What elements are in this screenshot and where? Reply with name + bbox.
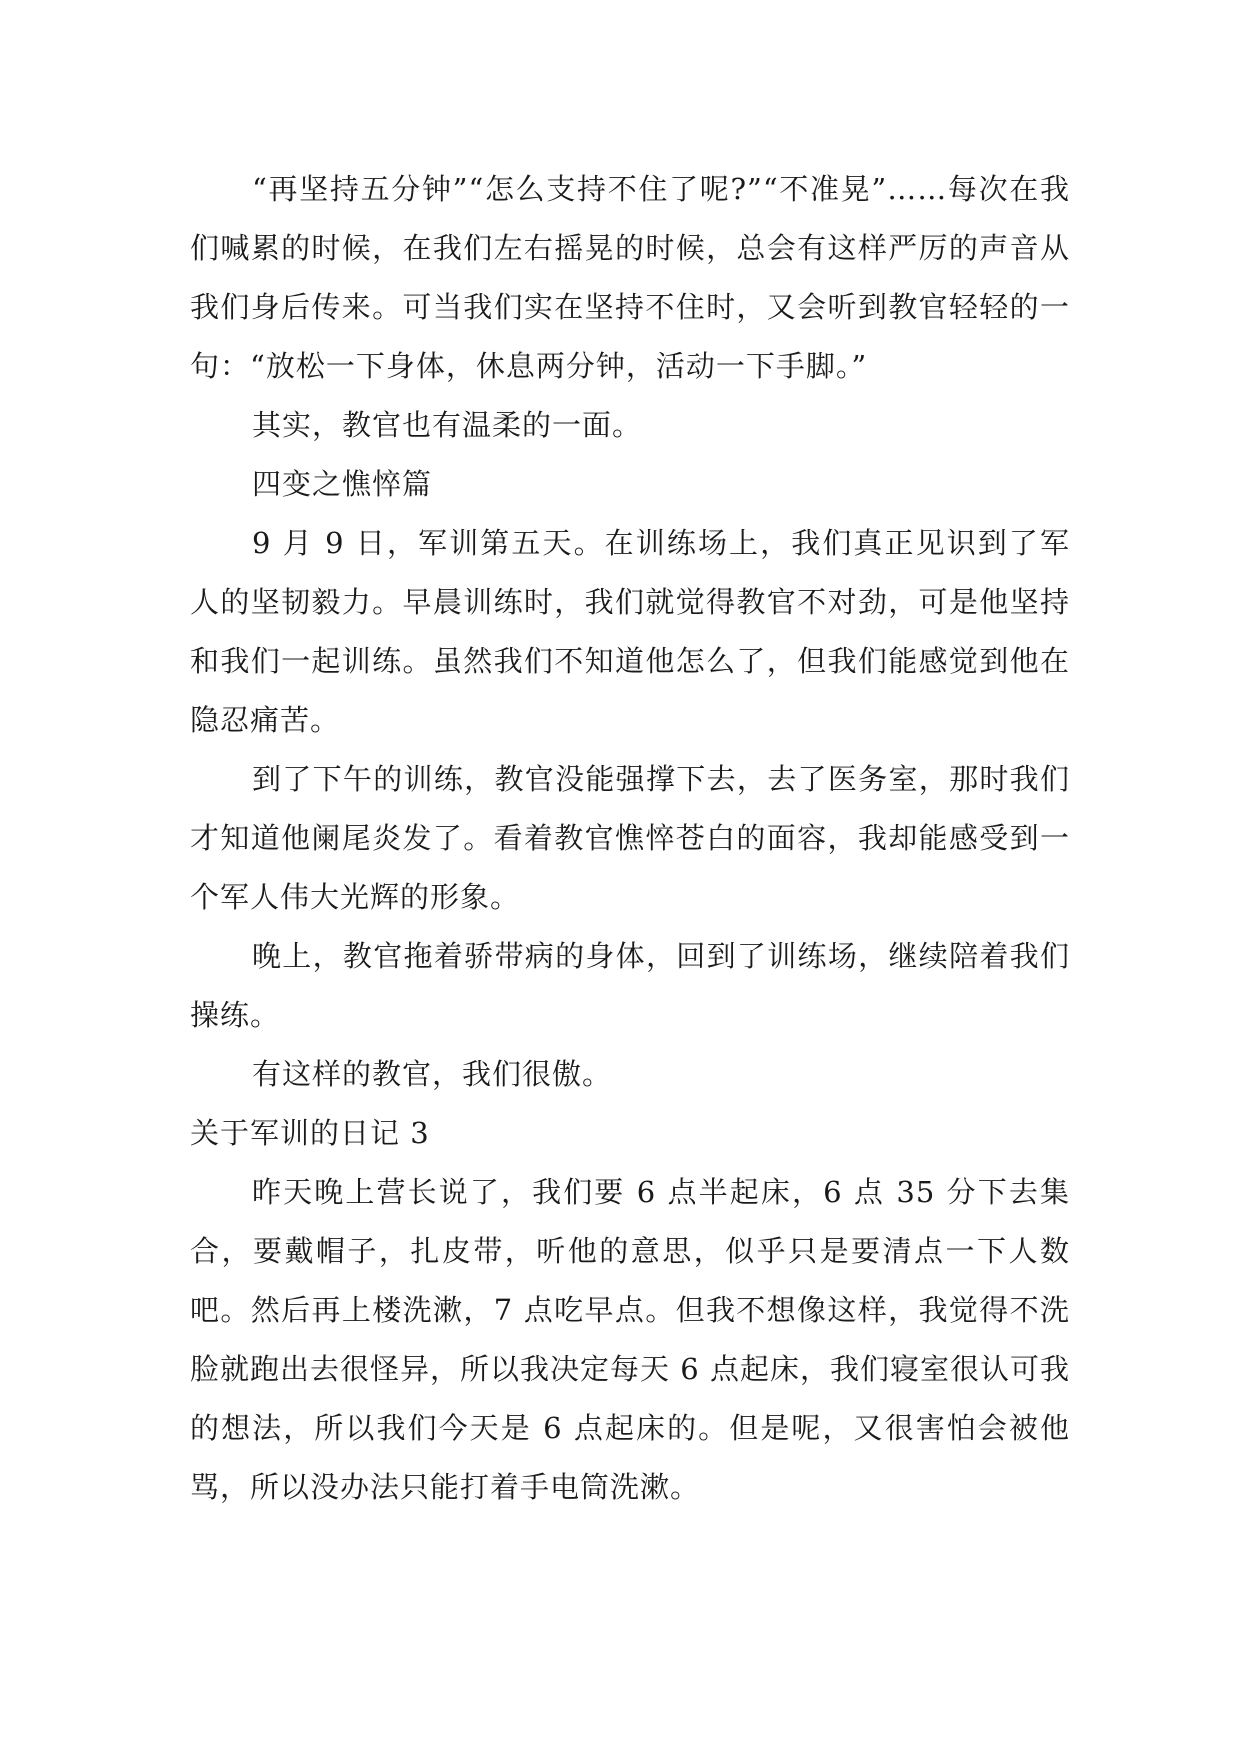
subheading: 四变之憔悴篇: [252, 467, 433, 501]
document-body: [190, 160, 1070, 1517]
paragraph: 9 月 9 日，军训第五天。在训练场上，我们真正见识到了军人的坚韧毅力。早晨训练时，我们就觉得教官不对劲，可是他坚持和我们一起训练。虽然我们不知道他怎么了，但我们能感觉到他在隐忍痛苦。: [190, 526, 1070, 737]
paragraph: 其实，教官也有温柔的一面。: [252, 408, 643, 442]
paragraph: 到了下午的训练，教官没能强撑下去，去了医务室，那时我们才知道他阑尾炎发了。看着教官憔悴苍白的面容，我却能感受到一个军人伟大光辉的形象。: [190, 762, 1070, 914]
paragraph: 昨天晚上营长说了，我们要 6 点半起床，6 点 35 分下去集合，要戴帽子，扎皮带，听他的意思，似乎只是要清点一下人数吧。然后再上楼洗漱，7 点吃早点。但我不想像这样，我觉得不洗脸就跑出去很怪异，所以我决定每天 6 点起床，我们寝室很认可我的想法，所以我们今天是 6 点起床的。但是呢，又很害怕会被他骂，所以没办法只能打着手电筒洗漱。: [190, 1175, 1070, 1504]
paragraph: 有这样的教官，我们很傲。: [252, 1057, 613, 1091]
paragraph: “再坚持五分钟”“怎么支持不住了呢?”“不准晃”……每次在我们喊累的时候，在我们左右摇晃的时候，总会有这样严厉的声音从我们身后传来。可当我们实在坚持不住时，又会听到教官轻轻的一句：“放松一下身体，休息两分钟，活动一下手脚。”: [190, 172, 1070, 383]
paragraph: 晚上，教官拖着骄带病的身体，回到了训练场，继续陪着我们操练。: [190, 939, 1070, 1032]
section-title: 关于军训的日记 3: [190, 1116, 430, 1150]
